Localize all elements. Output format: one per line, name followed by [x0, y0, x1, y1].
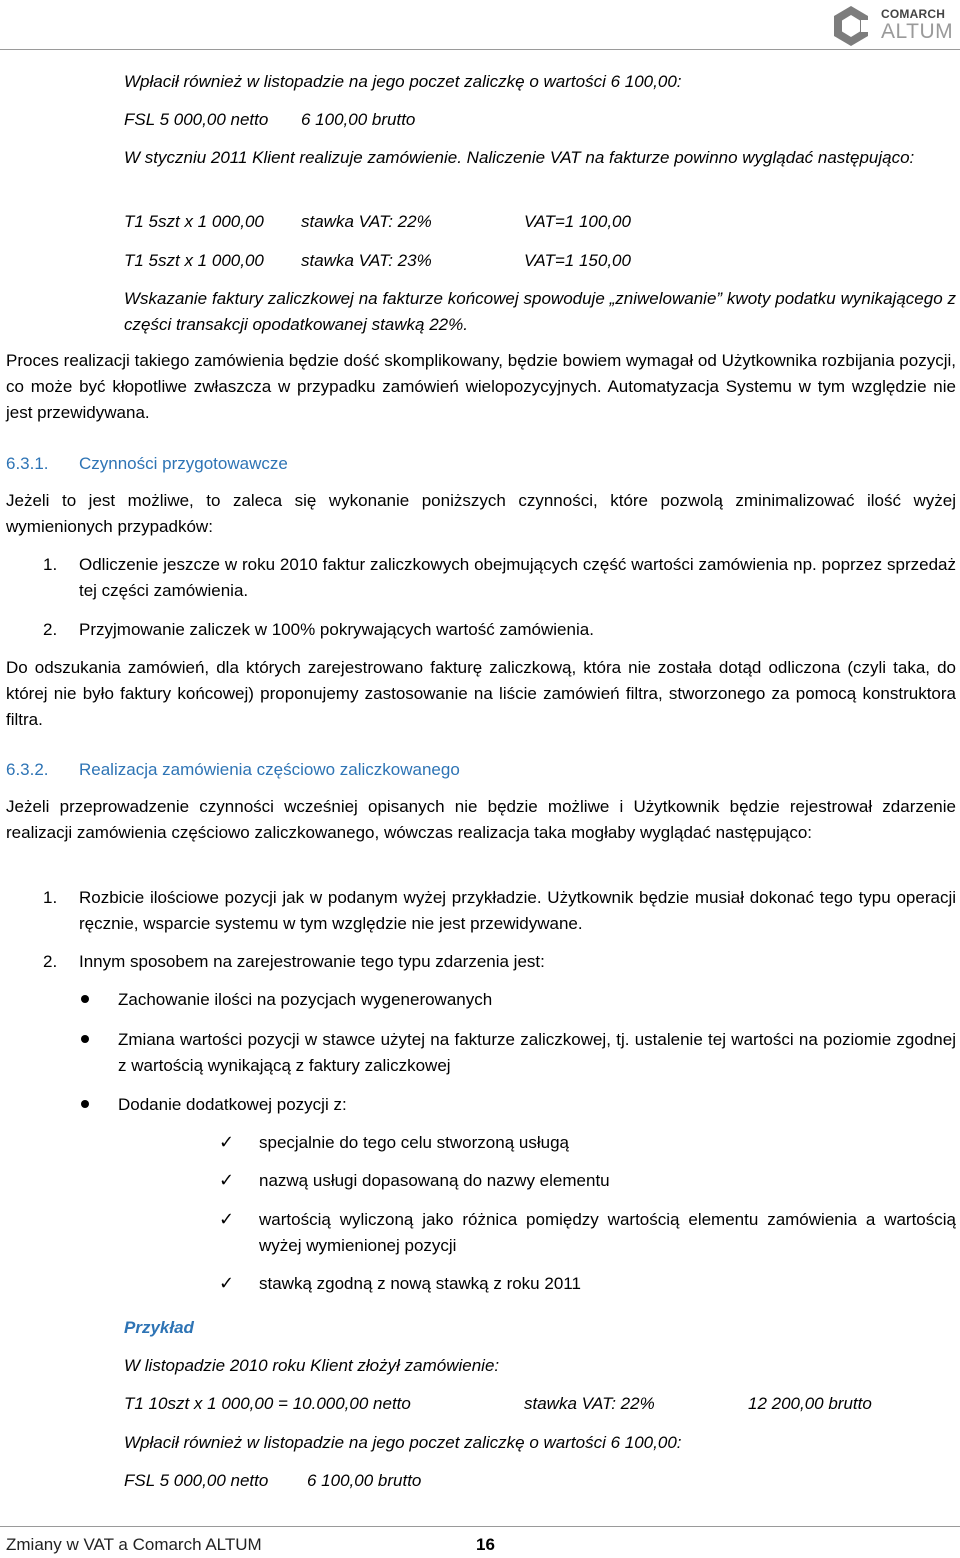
row1-item: T1 5szt x 1 000,00 [124, 212, 264, 231]
footer-divider [0, 1526, 960, 1527]
example-rate: stawka VAT: 22% [524, 1394, 655, 1413]
search-paragraph: Do odszukania zamówień, dla których zarejestrowano fakturę zaliczkową, która nie została dotąd odliczona (czyli taka, do której nie było faktury końcowej) proponujemy zastosowanie na liście zamówień filtra, stworzonego za pomocą konstruktora filtra. [6, 658, 956, 729]
example-label: Przykład [124, 1318, 194, 1337]
preparatory-paragraph: Jeżeli to jest możliwe, to zaleca się wykonanie poniższych czynności, które pozwolą zminimalizować ilość wyżej wymienionych przypadków: [6, 491, 956, 536]
list1-num-1: 1. [43, 555, 58, 574]
check-item-2: nazwą usługi dopasowaną do nazwy elementu [259, 1171, 610, 1190]
list2-item-1: Rozbicie ilościowe pozycji jak w podanym wyżej przykładzie. Użytkownik będzie musiał dokonać tego typu operacji ręcznie, wsparcie systemu w tym względzie nie jest przewidywane. [79, 888, 956, 933]
bullet-icon [81, 1100, 89, 1108]
january-paragraph: W styczniu 2011 Klient realizuje zamówienie. Naliczenie VAT na fakturze powinno wyglądać następująco: [124, 148, 915, 167]
comarch-altum-logo [828, 4, 956, 48]
bullet-item-1: Zachowanie ilości na pozycjach wygenerowanych [118, 990, 493, 1009]
example-fsl-gross: 6 100,00 brutto [307, 1471, 422, 1490]
footer-title: Zmiany w VAT a Comarch ALTUM [6, 1535, 262, 1554]
check-item-1: specjalnie do tego celu stworzoną usługą [259, 1133, 569, 1152]
list1-item-1: Odliczenie jeszcze w roku 2010 faktur zaliczkowych obejmujących część wartości zamówienia np. poprzez sprzedaż tej części zamówienia. [79, 555, 956, 600]
checkmark-icon: ✓ [219, 1132, 235, 1152]
section-title-preparatory: Czynności przygotowawcze [79, 454, 288, 473]
fsl-gross: 6 100,00 brutto [301, 110, 416, 129]
logo-product: ALTUM [881, 20, 954, 43]
process-paragraph: Proces realizacji takiego zamówienia będzie dość skomplikowany, będzie bowiem wymagał od Użytkownika rozbijania pozycji, co może być kłopotliwe zwłaszcza w przypadku zamówień wielopozycyjnych. Automatyzacja Systemu w tym względzie nie jest przewidywana. [6, 351, 956, 422]
check-item-4: stawką zgodną z nową stawką z roku 2011 [259, 1274, 581, 1293]
row1-rate: stawka VAT: 22% [301, 212, 432, 231]
bullet-icon [81, 1035, 89, 1043]
section-title-realization: Realizacja zamówienia częściowo zaliczkowanego [79, 760, 460, 779]
header-divider [0, 49, 960, 50]
section-number-632: 6.3.2. [6, 760, 49, 779]
check-item-3: wartością wyliczoną jako różnica pomiędzy wartością elementu zamówienia a wartością wyżej wymienionej pozycji [259, 1210, 956, 1255]
page-number: 16 [476, 1535, 495, 1554]
example-fsl-net: FSL 5 000,00 netto [124, 1471, 269, 1490]
row2-rate: stawka VAT: 23% [301, 251, 432, 270]
fsl-net: FSL 5 000,00 netto [124, 110, 269, 129]
realization-paragraph: Jeżeli przeprowadzenie czynności wcześniej opisanych nie będzie możliwe i Użytkownik będzie rejestrował zdarzenie realizacji zamówienia częściowo zaliczkowanego, wówczas realizacja taka mogłaby wyglądać następująco: [6, 797, 956, 842]
row2-vat: VAT=1 150,00 [524, 251, 631, 270]
bullet-item-2: Zmiana wartości pozycji w stawce użytej na fakturze zaliczkowej, tj. ustalenie tej wartości na poziomie zgodnej z wartością wynikającą z faktury zaliczkowej [118, 1030, 956, 1075]
list2-item-2: Innym sposobem na zarejestrowanie tego typu zdarzenia jest: [79, 952, 545, 971]
bullet-item-3: Dodanie dodatkowej pozycji z: [118, 1095, 347, 1114]
indication-paragraph: Wskazanie faktury zaliczkowej na fakturze końcowej spowoduje „zniwelowanie” kwoty podatku wynikającego z części transakcji opodatkowanej stawką 22%. [124, 289, 956, 334]
section-number-631: 6.3.1. [6, 454, 49, 473]
checkmark-icon: ✓ [219, 1273, 235, 1293]
example-item: T1 10szt x 1 000,00 = 10.000,00 netto [124, 1394, 411, 1413]
example-order-line: W listopadzie 2010 roku Klient złożył zamówienie: [124, 1356, 500, 1375]
example-deposit-line: Wpłacił również w listopadzie na jego poczet zaliczkę o wartości 6 100,00: [124, 1433, 682, 1452]
list2-num-1: 1. [43, 888, 58, 907]
logo-brand: COMARCH [881, 7, 946, 21]
list1-item-2: Przyjmowanie zaliczek w 100% pokrywających wartość zamówienia. [79, 620, 594, 639]
bullet-icon [81, 995, 89, 1003]
checkmark-icon: ✓ [219, 1170, 235, 1190]
row1-vat: VAT=1 100,00 [524, 212, 631, 231]
checkmark-icon: ✓ [219, 1209, 235, 1229]
row2-item: T1 5szt x 1 000,00 [124, 251, 264, 270]
example-gross: 12 200,00 brutto [748, 1394, 872, 1413]
list1-num-2: 2. [43, 620, 58, 639]
logo-mark-icon [828, 4, 874, 48]
list2-num-2: 2. [43, 952, 58, 971]
deposit-line: Wpłacił również w listopadzie na jego poczet zaliczkę o wartości 6 100,00: [124, 72, 682, 91]
